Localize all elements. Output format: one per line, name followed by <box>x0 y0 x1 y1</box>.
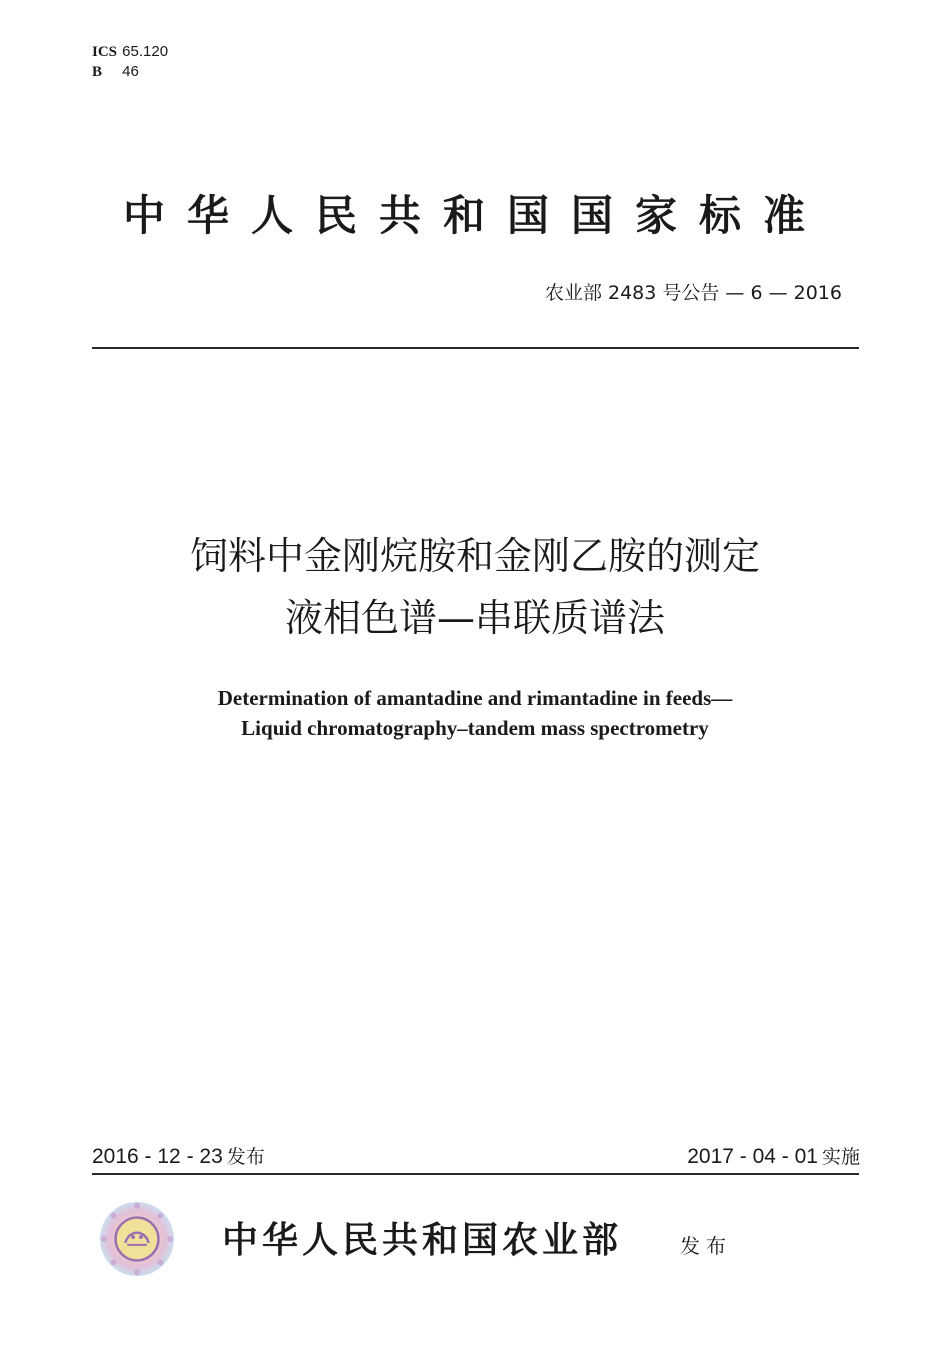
ics-code <box>92 42 168 62</box>
national-standard-title: 中华人民共和国国家标准 <box>122 191 827 240</box>
ccs-value: 46 <box>122 63 139 80</box>
issue-date <box>92 1143 265 1171</box>
chinese-title-line-2: 液相色谱—串联质谱法 <box>284 596 665 640</box>
implementation-date <box>687 1143 860 1171</box>
implementation-date-suffix: 实施 <box>821 1146 860 1168</box>
classification-codes <box>92 42 168 82</box>
publisher-name: 中华人民共和国农业部 <box>222 1219 623 1261</box>
chinese-title-line-1: 饲料中金刚烷胺和金刚乙胺的测定 <box>189 534 760 578</box>
english-title-line-1: Determination of amantadine and rimantadine in feeds— <box>217 686 733 710</box>
ccs-label: B <box>92 64 103 80</box>
ccs-code <box>92 62 168 82</box>
implementation-date-value: 2017 - 04 - 01 <box>687 1145 818 1168</box>
bottom-divider <box>92 1173 859 1175</box>
issue-date-suffix: 发布 <box>226 1146 265 1168</box>
publisher-label: 发布 <box>680 1234 732 1258</box>
english-title-line-2: Liquid chromatography–tandem mass spectrometry <box>241 716 709 740</box>
ics-label: ICS <box>92 44 118 60</box>
standard-number: 农业部 2483 号公告 — 6 — 2016 <box>544 282 842 304</box>
top-divider <box>92 347 859 349</box>
issue-date-value: 2016 - 12 - 23 <box>92 1145 223 1168</box>
ministry-emblem-icon <box>98 1200 176 1278</box>
ics-value: 65.120 <box>122 43 169 60</box>
